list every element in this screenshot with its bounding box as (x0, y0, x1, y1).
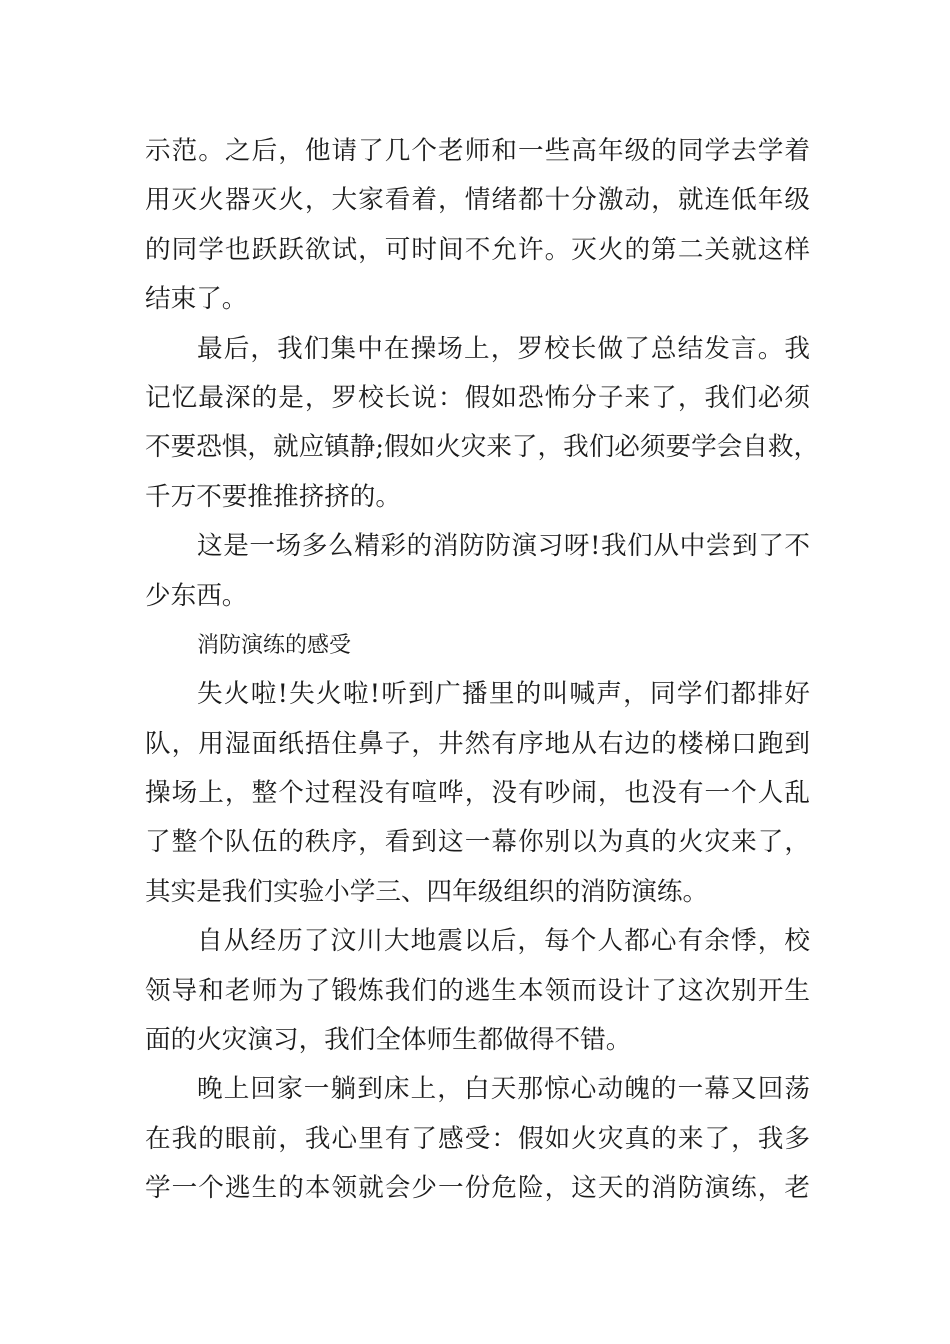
text-line: 在我的眼前，我心里有了感受：假如火灾真的来了，我多 (145, 1123, 810, 1154)
paragraph-first-line: 这是一场多么精彩的消防防演习呀!我们从中尝到了不 (197, 531, 810, 562)
text-line: 面的火灾演习，我们全体师生都做得不错。 (145, 1025, 632, 1056)
text-line: 不要恐惧，就应镇静;假如火灾来了，我们必须要学会自救， (145, 432, 820, 463)
text-line: 队，用湿面纸捂住鼻子，井然有序地从右边的楼梯口跑到 (145, 728, 810, 759)
paragraph-first-line: 晚上回家一躺到床上，白天那惊心动魄的一幕又回荡 (197, 1074, 810, 1105)
text-line: 了整个队伍的秩序，看到这一幕你别以为真的火灾来了， (145, 827, 810, 858)
text-line: 其实是我们实验小学三、四年级组织的消防演练。 (145, 876, 709, 907)
document-body (145, 127, 820, 1214)
text-line: 示范。之后，他请了几个老师和一些高年级的同学去学着 (145, 136, 810, 166)
text-line: 少东西。 (145, 580, 248, 611)
paragraph-first-line: 失火啦!失火啦!听到广播里的叫喊声，同学们都排好 (197, 679, 810, 710)
paragraph-first-line: 自从经历了汶川大地震以后，每个人都心有余悸，校 (197, 926, 810, 957)
text-line: 的同学也跃跃欲试，可时间不允许。灭火的第二关就这样 (145, 234, 810, 265)
text-line: 记忆最深的是，罗校长说：假如恐怖分子来了，我们必须 (145, 382, 810, 413)
text-line: 结束了。 (145, 284, 248, 315)
text-line: 千万不要推推挤挤的。 (145, 481, 401, 512)
paragraph-first-line: 最后，我们集中在操场上，罗校长做了总结发言。我 (197, 333, 810, 364)
text-line: 领导和老师为了锻炼我们的逃生本领而设计了这次别开生 (145, 975, 810, 1006)
text-line: 操场上，整个过程没有喧哗，没有吵闹，也没有一个人乱 (145, 778, 810, 809)
text-line: 用灭火器灭火，大家看着，情绪都十分激动，就连低年级 (145, 185, 810, 216)
text-line: 学一个逃生的本领就会少一份危险，这天的消防演练，老 (145, 1173, 810, 1204)
section-heading: 消防演练的感受 (197, 632, 352, 658)
